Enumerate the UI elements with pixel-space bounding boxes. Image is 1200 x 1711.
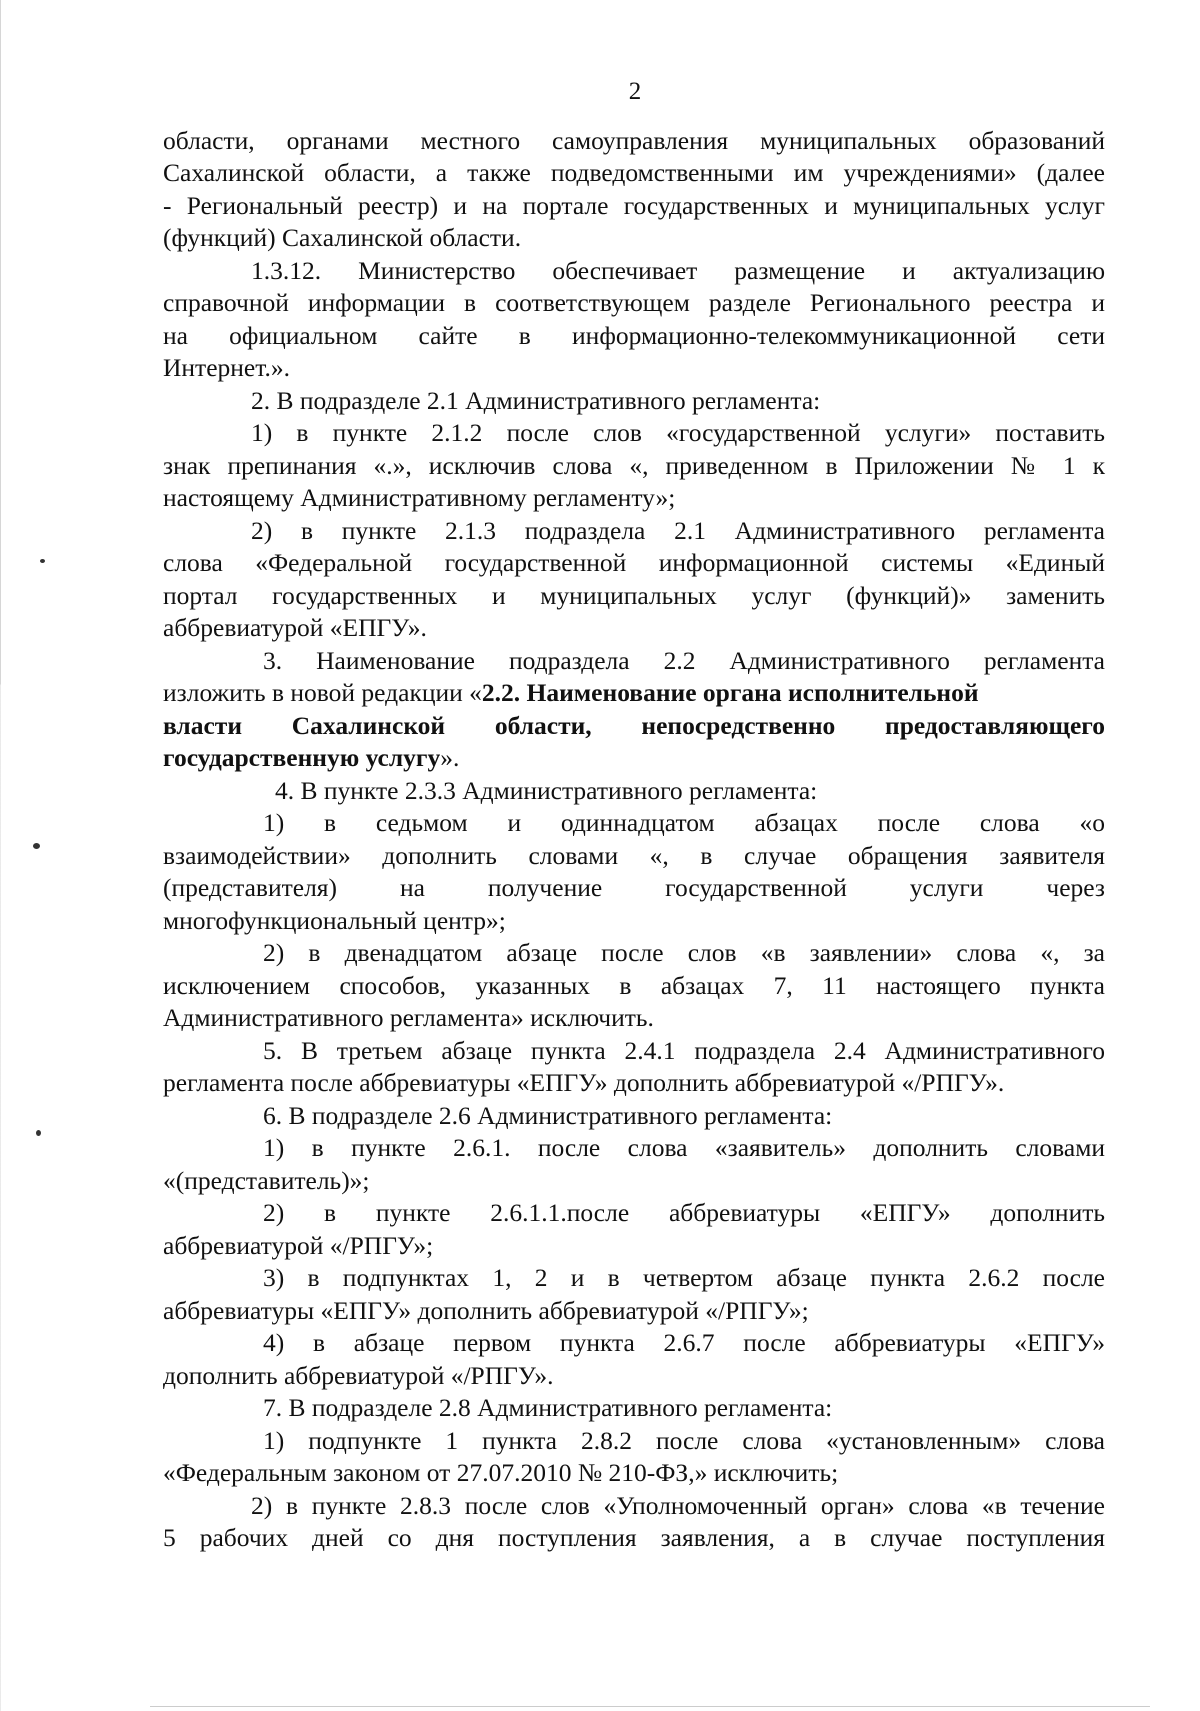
text-line: дополнить аббревиатурой «/РПГУ».	[163, 1361, 554, 1390]
text-fragment	[163, 678, 979, 708]
text-line: аббревиатуры «ЕПГУ» дополнить аббревиатурой «/РПГУ»;	[163, 1296, 809, 1325]
scan-edge-bottom	[150, 1706, 1150, 1707]
bold-heading-text: 2.2. Наименование органа исполнительной	[481, 678, 979, 707]
text-line: (функций) Сахалинской области.	[163, 223, 522, 252]
text-line: 3) в подпунктах 1, 2 и в четвертом абзаце пункта 2.6.2 после	[263, 1263, 1105, 1292]
text-line: знак препинания «.», исключив слова «, приведенном в Приложении № 1 к	[163, 451, 1105, 480]
text-line: 2) в пункте 2.1.3 подраздела 2.1 Административного регламента	[251, 516, 1105, 545]
text-fragment: изложить в новой редакции «	[163, 678, 482, 707]
text-line: «Федеральным законом от 27.07.2010 № 210-ФЗ,» исключить;	[163, 1458, 839, 1487]
text-line: области, органами местного самоуправления муниципальных образований	[163, 126, 1105, 155]
text-line: 5 рабочих дней со дня поступления заявления, а в случае поступления	[163, 1523, 1105, 1552]
scan-speck	[36, 1130, 41, 1136]
text-line: 1) подпункте 1 пункта 2.8.2 после слова «установленным» слова	[263, 1426, 1105, 1455]
text-line	[163, 678, 1105, 708]
page-number: 2	[628, 78, 642, 105]
text-line: 1) в пункте 2.1.2 после слов «государственной услуги» поставить	[251, 418, 1105, 447]
text-line: 6. В подразделе 2.6 Административного регламента:	[263, 1101, 833, 1130]
text-line: 1) в седьмом и одиннадцатом абзацах после слова «о	[263, 808, 1105, 837]
text-line: на официальном сайте в информационно-телекоммуникационной сети	[163, 321, 1105, 350]
scan-edge-left	[0, 0, 1, 1711]
text-fragment: ».	[440, 743, 460, 772]
text-line: Интернет.».	[163, 353, 290, 382]
text-line: 4) в абзаце первом пункта 2.6.7 после аббревиатуры «ЕПГУ»	[263, 1328, 1105, 1357]
text-line: 4. В пункте 2.3.3 Административного регламента:	[275, 776, 818, 805]
bold-heading-text: государственную услугу	[163, 743, 441, 772]
text-line: 2) в пункте 2.8.3 после слов «Уполномоченный орган» слова «в течение	[251, 1491, 1105, 1520]
text-line: 7. В подразделе 2.8 Административного регламента:	[263, 1393, 833, 1422]
text-line: взаимодействии» дополнить словами «, в случае обращения заявителя	[163, 841, 1105, 870]
text-line: «(представитель)»;	[163, 1166, 370, 1195]
bold-heading-text: власти Сахалинской области, непосредственно предоставляющего	[163, 711, 1105, 740]
text-line: настоящему Административному регламенту»;	[163, 483, 676, 512]
text-line: Сахалинской области, а также подведомственными им учреждениями» (далее	[163, 158, 1105, 187]
text-line: слова «Федеральной государственной информационной системы «Единый	[163, 548, 1105, 577]
scan-speck	[33, 843, 40, 849]
text-line: аббревиатурой «ЕПГУ».	[163, 613, 427, 642]
text-line: регламента после аббревиатуры «ЕПГУ» дополнить аббревиатурой «/РПГУ».	[163, 1068, 1005, 1097]
text-line: портал государственных и муниципальных услуг (функций)» заменить	[163, 581, 1105, 610]
text-line: 2) в двенадцатом абзаце после слов «в заявлении» слова «, за	[263, 938, 1105, 967]
text-line: исключением способов, указанных в абзацах 7, 11 настоящего пункта	[163, 971, 1105, 1000]
text-line: справочной информации в соответствующем разделе Регионального реестра и	[163, 288, 1105, 317]
text-line: 3. Наименование подраздела 2.2 Административного регламента	[263, 646, 1105, 675]
text-line: 5. В третьем абзаце пункта 2.4.1 подраздела 2.4 Административного	[263, 1036, 1105, 1065]
text-line: 2. В подразделе 2.1 Административного регламента:	[251, 386, 821, 415]
text-line: 1.3.12. Министерство обеспечивает размещение и актуализацию	[251, 256, 1105, 285]
text-line: - Региональный реестр) и на портале государственных и муниципальных услуг	[163, 191, 1105, 220]
text-line: (представителя) на получение государственной услуги через	[163, 873, 1105, 902]
text-line: Административного регламента» исключить.	[163, 1003, 654, 1032]
text-line: аббревиатурой «/РПГУ»;	[163, 1231, 434, 1260]
text-line: многофункциональный центр»;	[163, 906, 506, 935]
scan-speck	[40, 559, 45, 563]
text-line	[163, 743, 459, 773]
text-line	[163, 711, 1105, 741]
text-line: 2) в пункте 2.6.1.1.после аббревиатуры «ЕПГУ» дополнить	[263, 1198, 1105, 1227]
text-line: 1) в пункте 2.6.1. после слова «заявитель» дополнить словами	[263, 1133, 1105, 1162]
